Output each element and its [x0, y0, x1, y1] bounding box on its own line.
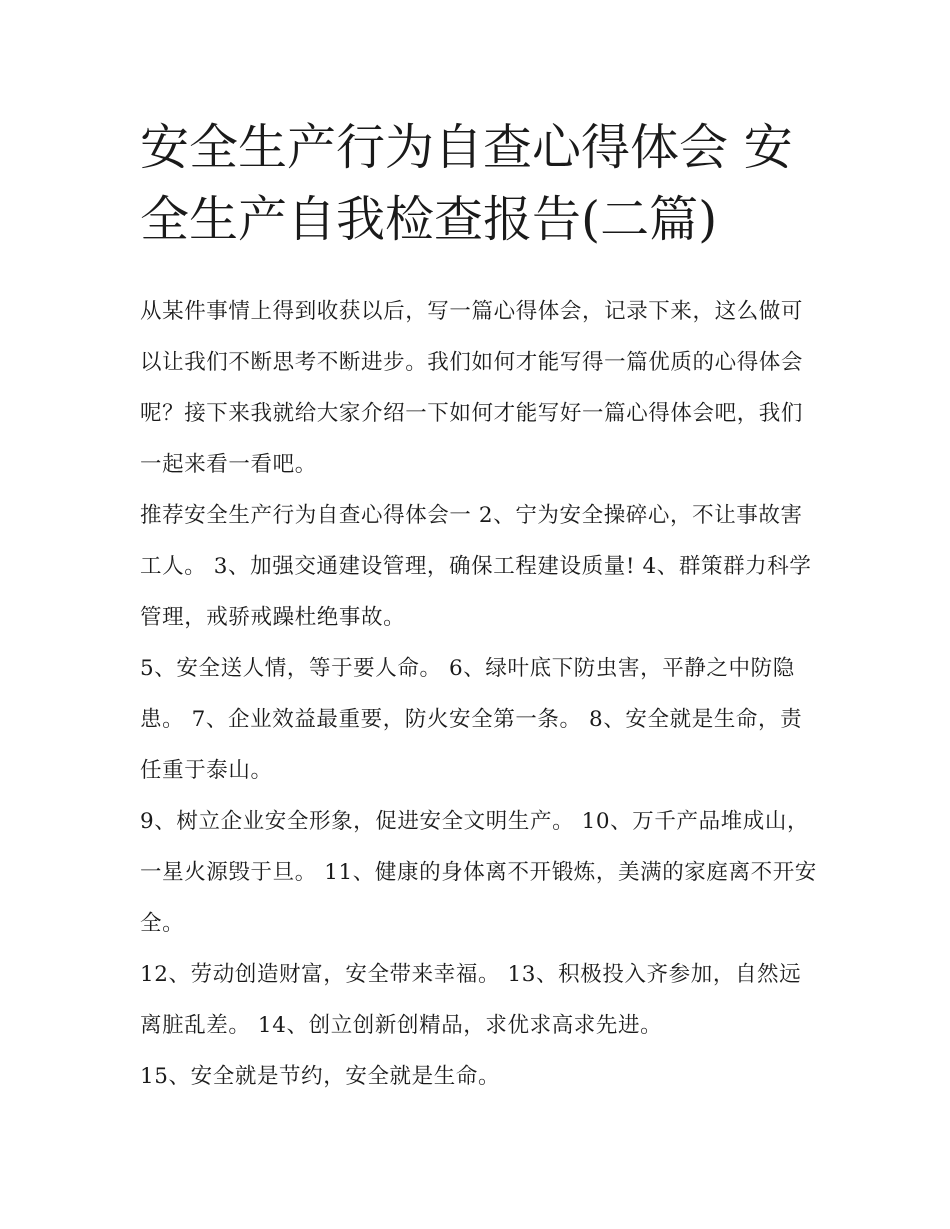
paragraph-intro: 从某件事情上得到收获以后，写一篇心得体会，记录下来，这么做可以让我们不断思考不断进步。我们如何才能写得一篇优质的心得体会呢？接下来我就给大家介绍一下如何才能写好一篇心得体会吧，我们一起来看一看吧。 — [140, 299, 804, 477]
document-title: 安全生产行为自查心得体会 安全生产自我检查报告(二篇) — [140, 119, 793, 248]
paragraph-slogans-3: 9、树立企业安全形象，促进安全文明生产。 10、万千产品堆成山，一星火源毁于旦。 11、健康的身体离不开锻炼，美满的家庭离不开安全。 — [140, 809, 817, 936]
paragraph-slogans-2: 5、安全送人情，等于要人命。 6、绿叶底下防虫害，平静之中防隐患。 7、企业效益最重要，防火安全第一条。 8、安全就是生命，责任重于泰山。 — [140, 656, 803, 783]
document-body — [140, 112, 820, 1102]
paragraph-slogans-1: 推荐安全生产行为自查心得体会一 2、宁为安全操碎心，不让事故害工人。 3、加强交通建设管理，确保工程建设质量! 4、群策群力科学管理，戒骄戒躁杜绝事故。 — [140, 503, 812, 630]
paragraph-slogans-5: 15、安全就是节约，安全就是生命。 — [140, 1064, 501, 1089]
paragraph-slogans-4: 12、劳动创造财富，安全带来幸福。 13、积极投入齐参加，自然远离脏乱差。 14、创立创新创精品，求优求高求先进。 — [140, 962, 802, 1038]
